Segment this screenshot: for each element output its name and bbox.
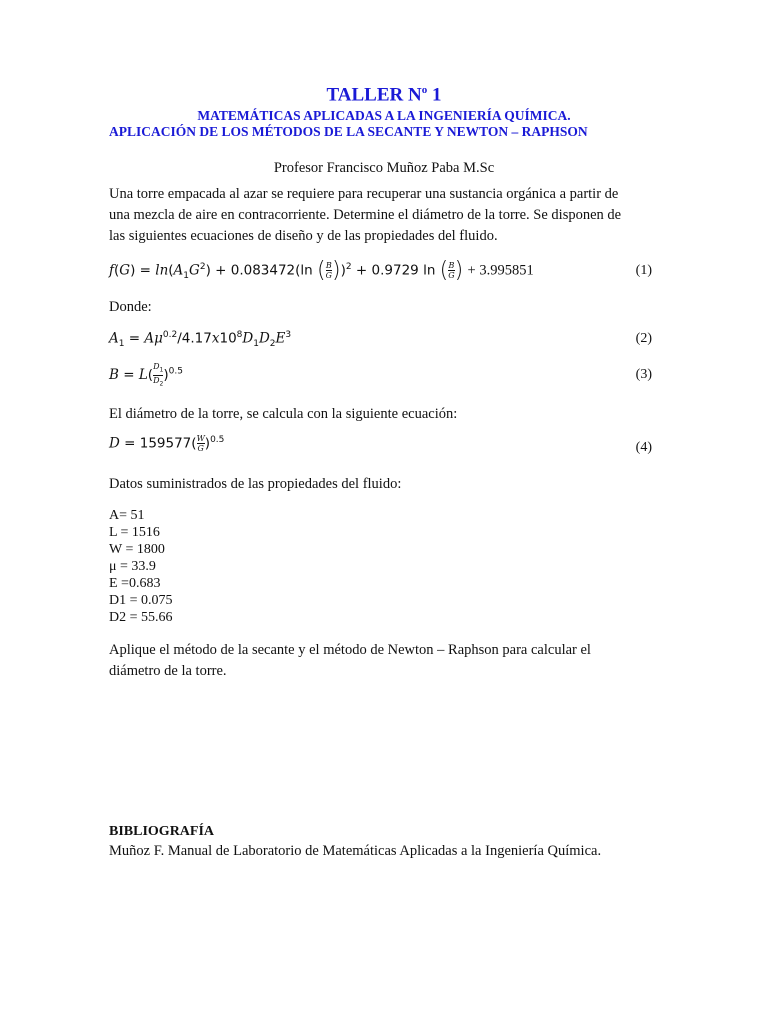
- intro-paragraph: Una torre empacada al azar se requiere para recuperar una sustancia orgánica a partir de una mezcla de aire en contracorriente. Determine el diámetro de la torre. Se disponen de las siguientes ecuaciones de diseño y de las propiedades del fluido.: [109, 186, 622, 244]
- subtitle-course: MATEMÁTICAS APLICADAS A LA INGENIERÍA QUÍMICA.: [197, 108, 571, 123]
- equation-4: D = 159577( $\frac{W}{G}$ )$^{0.5}$: [109, 434, 225, 453]
- data-item-d2: D2 = 55.66: [109, 610, 173, 625]
- subtitle-methods: APLICACIÓN DE LOS MÉTODOS DE LA SECANTE Y NEWTON – RAPHSON: [109, 124, 588, 139]
- data-item-a: A= 51: [109, 508, 145, 523]
- diameter-intro: El diámetro de la torre, se calcula con la siguiente ecuación:: [109, 406, 458, 422]
- task-paragraph: Aplique el método de la secante y el método de Newton – Raphson para calcular el diámetro de la torre.: [109, 642, 591, 679]
- bibliography-heading: BIBLIOGRAFÍA: [109, 824, 215, 839]
- data-item-d1: D1 = 0.075: [109, 593, 173, 608]
- page-title: TALLER $N^o$ 1: [326, 84, 442, 106]
- professor-line: Profesor Francisco Muñoz Paba M.Sc: [273, 160, 495, 176]
- bibliography-entry: Muñoz F. Manual de Laboratorio de Matemáticas Aplicadas a la Ingeniería Química.: [109, 843, 602, 859]
- data-title: Datos suministrados de las propiedades del fluido:: [109, 476, 402, 492]
- equation-1-number: (1): [635, 263, 652, 278]
- data-item-w: W = 1800: [109, 542, 165, 557]
- equation-3-number: (3): [635, 367, 652, 382]
- equation-3: B = L( $\frac{D_1}{D_2}$ )$^{0.5}$: [109, 362, 183, 388]
- equation-2: $A_1 = A\mu^{0.2}/4.17x10^8D_1D_2E^3$: [109, 330, 292, 350]
- equation-4-number: (4): [635, 440, 652, 455]
- donde-label: Donde:: [109, 299, 152, 315]
- equation-2-number: (2): [635, 331, 652, 346]
- equation-1: $f(G) = \ln(A_1G^2) + 0.083472(\ln$ ( $\frac{B}{G}$ ))$^2$ + 0.9729 ln ( $\frac{B}{G}$ ) + 3.995851: [109, 258, 534, 283]
- data-item-e: E =0.683: [109, 576, 161, 591]
- data-list: [109, 507, 173, 626]
- data-item-l: L = 1516: [109, 525, 160, 540]
- data-item-mu: μ = 33.9: [109, 559, 156, 574]
